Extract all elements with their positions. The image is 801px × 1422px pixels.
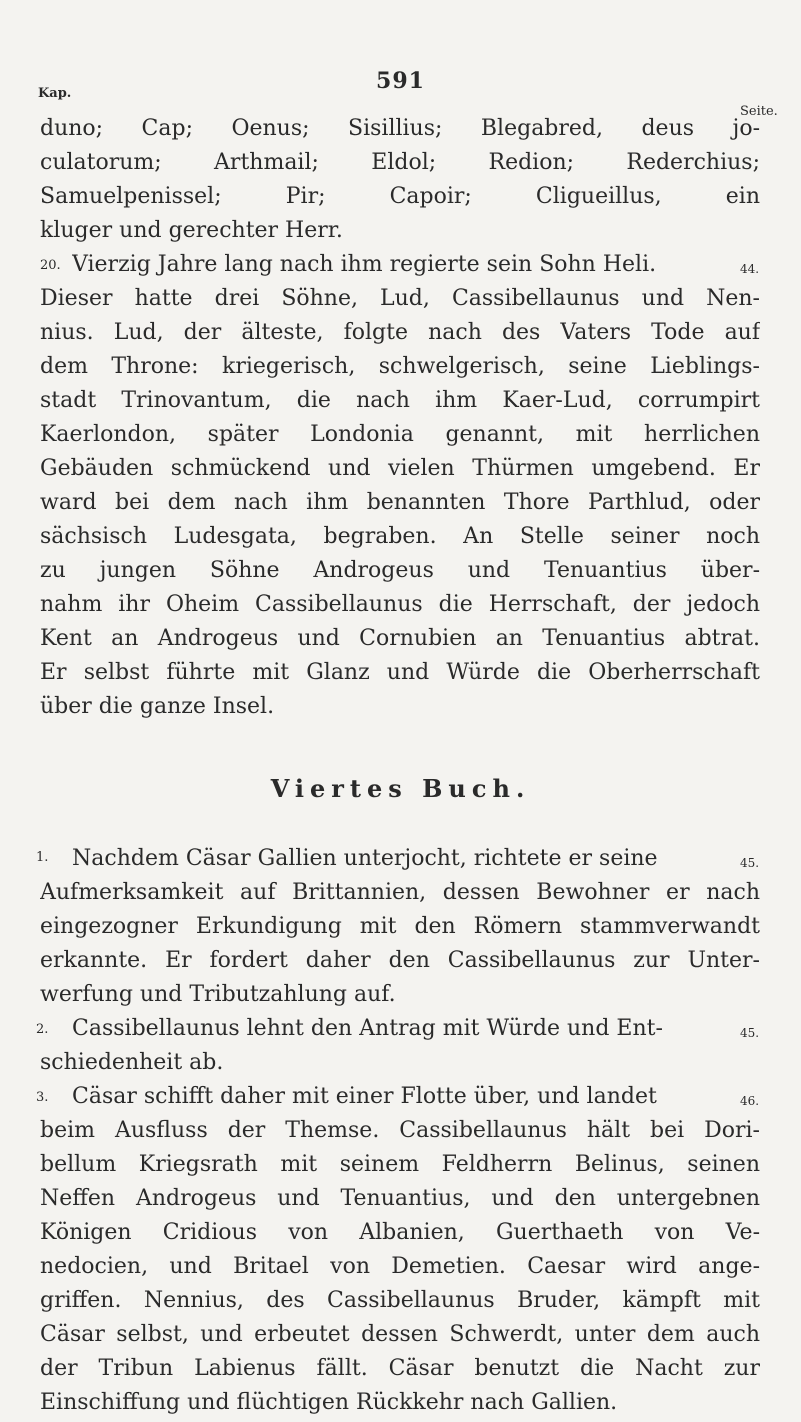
text-line: Cäsar schifft daher mit einer Flotte über, und landet (72, 1084, 657, 1109)
page-number: 591 (376, 68, 425, 94)
text-line: zu jungen Söhne Androgeus und Tenuantius über- (40, 558, 760, 583)
text-line: nius. Lud, der älteste, folgte nach des Vaters Tode auf (40, 320, 760, 345)
chapter-number: 3. (36, 1090, 49, 1105)
page-header: Seite. (740, 104, 778, 119)
text-line: nahm ihr Oheim Cassibellaunus die Herrschaft, der jedoch (40, 592, 760, 617)
text-line: Er selbst führte mit Glanz und Würde die Oberherrschaft (40, 660, 760, 685)
text-line: kluger und gerechter Herr. (40, 218, 343, 243)
text-line: griffen. Nennius, des Cassibellaunus Bruder, kämpft mit (40, 1288, 760, 1313)
text-line: Kent an Androgeus und Cornubien an Tenuantius abtrat. (40, 626, 760, 651)
text-line: erkannte. Er fordert daher den Cassibellaunus zur Unter- (40, 948, 760, 973)
text-line: Einschiffung und flüchtigen Rückkehr nach Gallien. (40, 1390, 618, 1415)
text-line: sächsisch Ludesgata, begraben. An Stelle seiner noch (40, 524, 760, 549)
text-line: beim Ausfluss der Themse. Cassibellaunus hält bei Dori- (40, 1118, 760, 1143)
text-line: eingezogner Erkundigung mit den Römern stammverwandt (40, 914, 760, 939)
text-line: Dieser hatte drei Söhne, Lud, Cassibellaunus und Nen- (40, 286, 760, 311)
text-line: Vierzig Jahre lang nach ihm regierte sein Sohn Heli. (72, 252, 657, 277)
text-line: dem Throne: kriegerisch, schwelgerisch, seine Lieblings- (40, 354, 760, 379)
page-ref: 44. (740, 262, 760, 276)
text-line: Neffen Androgeus und Tenuantius, und den untergebnen (40, 1186, 760, 1211)
chapter-header: Kap. (38, 86, 72, 101)
text-line: Samuelpenissel; Pir; Capoir; Cligueillus, ein (40, 184, 760, 209)
page-ref: 45. (740, 1026, 760, 1040)
text-line: Königen Cridious von Albanien, Guerthaeth von Ve- (40, 1220, 760, 1245)
page-ref: 45. (740, 856, 760, 870)
chapter-number: 1. (36, 850, 49, 865)
text-line: über die ganze Insel. (40, 694, 275, 719)
text-line: werfung und Tributzahlung auf. (40, 982, 396, 1007)
text-line: Nachdem Cäsar Gallien unterjocht, richtete er seine (72, 846, 658, 871)
text-line: stadt Trinovantum, die nach ihm Kaer-Lud, corrumpirt (40, 388, 760, 413)
text-line: der Tribun Labienus fällt. Cäsar benutzt die Nacht zur (40, 1356, 760, 1381)
text-line: schiedenheit ab. (40, 1050, 224, 1075)
chapter-number: 2. (36, 1022, 49, 1037)
text-line: ward bei dem nach ihm benannten Thore Parthlud, oder (40, 490, 760, 515)
text-line: bellum Kriegsrath mit seinem Feldherrn Belinus, seinen (40, 1152, 760, 1177)
text-line: Cassibellaunus lehnt den Antrag mit Würde und Ent- (72, 1016, 663, 1041)
text-line: culatorum; Arthmail; Eldol; Redion; Rederchius; (40, 150, 760, 175)
chapter-number: 20. (40, 258, 61, 273)
text-line: Gebäuden schmückend und vielen Thürmen umgebend. Er (40, 456, 760, 481)
page-ref: 46. (740, 1094, 760, 1108)
text-line: Aufmerksamkeit auf Brittannien, dessen Bewohner er nach (40, 880, 760, 905)
book-heading: Viertes Buch. (270, 774, 531, 803)
text-line: duno; Cap; Oenus; Sisillius; Blegabred, deus jo- (40, 116, 760, 141)
text-line: Kaerlondon, später Londonia genannt, mit herrlichen (40, 422, 760, 447)
text-line: nedocien, und Britael von Demetien. Caesar wird ange- (40, 1254, 760, 1279)
text-line: Cäsar selbst, und erbeutet dessen Schwerdt, unter dem auch (40, 1322, 760, 1347)
